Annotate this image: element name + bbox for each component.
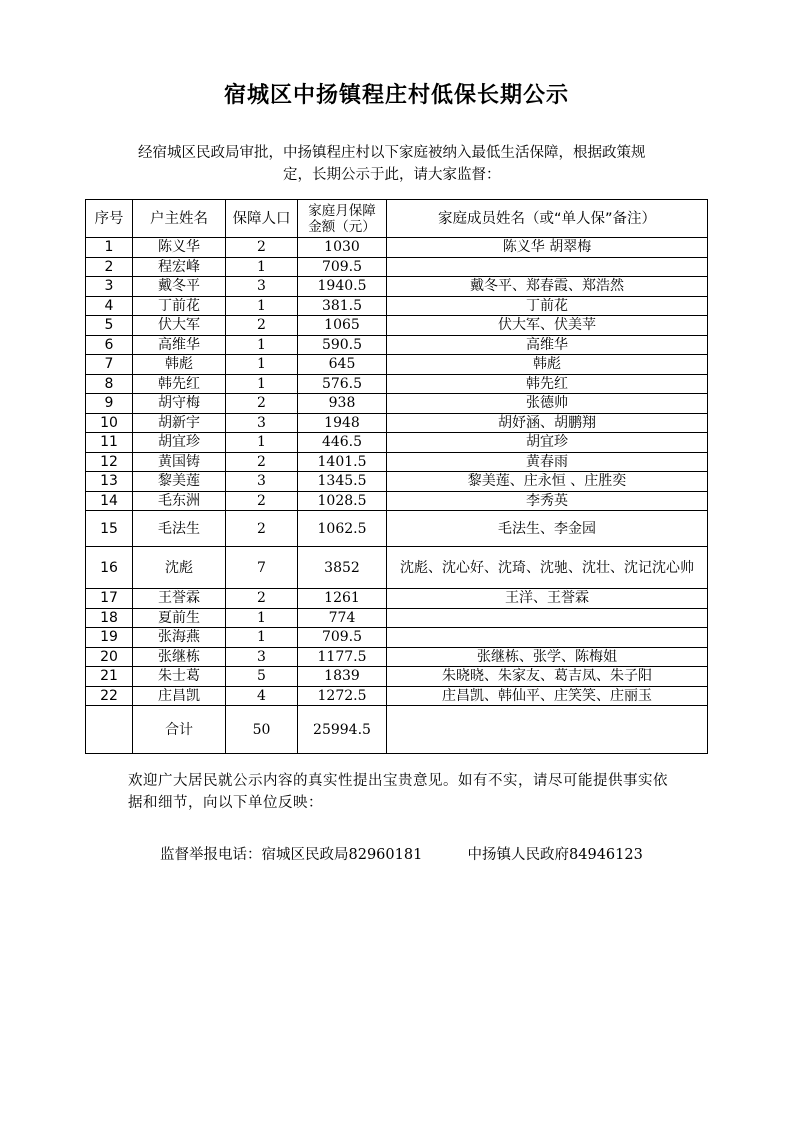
row-members: 朱晓晓、朱家友、葛吉凤、朱子阳 xyxy=(387,667,708,687)
row-head-name: 朱士葛 xyxy=(133,667,226,687)
row-amount: 1345.5 xyxy=(298,472,387,492)
row-head-name: 沈彪 xyxy=(133,547,226,589)
page-title: 宿城区中扬镇程庄村低保长期公示 xyxy=(223,83,569,108)
row-count: 1 xyxy=(226,296,298,316)
header-amount-line-1: 家庭月保障 xyxy=(308,202,376,219)
row-members: 韩先红 xyxy=(387,374,708,394)
row-no: 16 xyxy=(86,547,133,589)
row-no: 12 xyxy=(86,452,133,472)
hotline-town-government: 中扬镇人民政府84946123 xyxy=(467,847,643,863)
header-amount-line-2: 金额（元） xyxy=(308,218,376,235)
table-row xyxy=(86,511,708,547)
row-count: 5 xyxy=(226,667,298,687)
row-amount: 1030 xyxy=(298,238,387,258)
row-head-name: 张继栋 xyxy=(133,647,226,667)
table-row xyxy=(86,452,708,472)
row-count: 1 xyxy=(226,374,298,394)
row-members: 张继栋、张学、陈梅姐 xyxy=(387,647,708,667)
row-no: 10 xyxy=(86,413,133,433)
row-head-name: 丁前花 xyxy=(133,296,226,316)
row-amount: 1261 xyxy=(298,589,387,609)
table-row xyxy=(86,647,708,667)
row-head-name: 伏大军 xyxy=(133,316,226,336)
row-count: 1 xyxy=(226,628,298,648)
table-row xyxy=(86,589,708,609)
row-no: 14 xyxy=(86,491,133,511)
feedback-line-2: 据和细节，向以下单位反映： xyxy=(128,795,323,811)
total-no-cell xyxy=(86,706,133,754)
table-row xyxy=(86,257,708,277)
row-no: 17 xyxy=(86,589,133,609)
row-amount: 1948 xyxy=(298,413,387,433)
row-no: 6 xyxy=(86,335,133,355)
row-members: 高维华 xyxy=(387,335,708,355)
row-count: 7 xyxy=(226,547,298,589)
table-row xyxy=(86,433,708,453)
header-amount xyxy=(298,200,387,238)
table-row xyxy=(86,472,708,492)
row-members: 黄春雨 xyxy=(387,452,708,472)
table-row xyxy=(86,238,708,258)
table-row xyxy=(86,335,708,355)
row-members: 胡宜珍 xyxy=(387,433,708,453)
row-no: 15 xyxy=(86,511,133,547)
row-count: 2 xyxy=(226,452,298,472)
row-count: 4 xyxy=(226,686,298,706)
row-members: 黎美莲、庄永恒 、庄胜奕 xyxy=(387,472,708,492)
row-amount: 1401.5 xyxy=(298,452,387,472)
row-members: 毛法生、李金园 xyxy=(387,511,708,547)
row-no: 13 xyxy=(86,472,133,492)
row-members: 胡妤涵、胡鹏翔 xyxy=(387,413,708,433)
row-amount: 1940.5 xyxy=(298,277,387,297)
row-count: 1 xyxy=(226,433,298,453)
table-row xyxy=(86,667,708,687)
total-members-cell xyxy=(387,706,708,754)
hotline xyxy=(160,843,643,864)
row-head-name: 韩先红 xyxy=(133,374,226,394)
row-count: 3 xyxy=(226,277,298,297)
row-count: 3 xyxy=(226,472,298,492)
row-members: 庄昌凯、韩仙平、庄笑笑、庄丽玉 xyxy=(387,686,708,706)
table-row xyxy=(86,628,708,648)
row-count: 1 xyxy=(226,355,298,375)
row-members: 韩彪 xyxy=(387,355,708,375)
row-no: 3 xyxy=(86,277,133,297)
row-head-name: 程宏峰 xyxy=(133,257,226,277)
row-members: 戴冬平、郑春霞、郑浩然 xyxy=(387,277,708,297)
row-head-name: 戴冬平 xyxy=(133,277,226,297)
row-members xyxy=(387,257,708,277)
total-label: 合计 xyxy=(133,706,226,754)
row-no: 22 xyxy=(86,686,133,706)
row-head-name: 韩彪 xyxy=(133,355,226,375)
row-head-name: 庄昌凯 xyxy=(133,686,226,706)
total-row xyxy=(86,706,708,754)
total-count: 50 xyxy=(226,706,298,754)
row-count: 1 xyxy=(226,608,298,628)
row-members xyxy=(387,628,708,648)
row-members: 张德帅 xyxy=(387,394,708,414)
table-body xyxy=(86,238,708,706)
hotline-civil-affairs: 监督举报电话：宿城区民政局82960181 xyxy=(160,847,423,863)
row-amount: 1177.5 xyxy=(298,647,387,667)
row-amount: 576.5 xyxy=(298,374,387,394)
row-members: 丁前花 xyxy=(387,296,708,316)
row-amount: 1062.5 xyxy=(298,511,387,547)
table-row xyxy=(86,296,708,316)
row-count: 2 xyxy=(226,491,298,511)
table-row xyxy=(86,355,708,375)
row-no: 4 xyxy=(86,296,133,316)
row-amount: 1065 xyxy=(298,316,387,336)
row-amount: 381.5 xyxy=(298,296,387,316)
total-amount: 25994.5 xyxy=(298,706,387,754)
row-count: 1 xyxy=(226,257,298,277)
row-members: 伏大军、伏美苹 xyxy=(387,316,708,336)
row-count: 2 xyxy=(226,511,298,547)
table-row xyxy=(86,608,708,628)
row-count: 3 xyxy=(226,413,298,433)
feedback-line-1: 欢迎广大居民就公示内容的真实性提出宝贵意见。如有不实，请尽可能提供事实依 xyxy=(128,773,668,789)
row-members: 王洋、王誉霖 xyxy=(387,589,708,609)
row-no: 2 xyxy=(86,257,133,277)
row-count: 2 xyxy=(226,589,298,609)
row-amount: 709.5 xyxy=(298,257,387,277)
row-head-name: 胡新宇 xyxy=(133,413,226,433)
header-head-name: 户主姓名 xyxy=(133,200,226,238)
row-amount: 645 xyxy=(298,355,387,375)
row-head-name: 黎美莲 xyxy=(133,472,226,492)
intro-line-2: 定，长期公示于此，请大家监督： xyxy=(283,167,501,183)
row-no: 11 xyxy=(86,433,133,453)
feedback-paragraph xyxy=(128,770,718,814)
subsistence-roster-table xyxy=(85,199,708,754)
row-members: 陈义华 胡翠梅 xyxy=(387,238,708,258)
intro-line-1: 经宿城区民政局审批，中扬镇程庄村以下家庭被纳入最低生活保障，根据政策规 xyxy=(138,145,646,161)
table-row xyxy=(86,413,708,433)
row-members xyxy=(387,608,708,628)
row-no: 7 xyxy=(86,355,133,375)
row-count: 2 xyxy=(226,316,298,336)
row-no: 21 xyxy=(86,667,133,687)
row-amount: 1839 xyxy=(298,667,387,687)
row-no: 9 xyxy=(86,394,133,414)
row-head-name: 毛东洲 xyxy=(133,491,226,511)
row-head-name: 夏前生 xyxy=(133,608,226,628)
row-amount: 1028.5 xyxy=(298,491,387,511)
row-no: 1 xyxy=(86,238,133,258)
row-count: 2 xyxy=(226,394,298,414)
header-count: 保障人口 xyxy=(226,200,298,238)
row-head-name: 高维华 xyxy=(133,335,226,355)
table-header-row xyxy=(86,200,708,238)
row-amount: 1272.5 xyxy=(298,686,387,706)
row-head-name: 陈义华 xyxy=(133,238,226,258)
row-head-name: 胡宜珍 xyxy=(133,433,226,453)
row-amount: 590.5 xyxy=(298,335,387,355)
row-no: 18 xyxy=(86,608,133,628)
intro-paragraph xyxy=(138,142,728,186)
header-members: 家庭成员姓名（或“单人保”备注） xyxy=(387,200,708,238)
row-head-name: 毛法生 xyxy=(133,511,226,547)
row-count: 2 xyxy=(226,238,298,258)
table-row xyxy=(86,394,708,414)
table-row xyxy=(86,686,708,706)
row-head-name: 王誉霖 xyxy=(133,589,226,609)
row-amount: 709.5 xyxy=(298,628,387,648)
table-row xyxy=(86,491,708,511)
row-no: 19 xyxy=(86,628,133,648)
row-amount: 938 xyxy=(298,394,387,414)
row-no: 8 xyxy=(86,374,133,394)
row-count: 1 xyxy=(226,335,298,355)
row-count: 3 xyxy=(226,647,298,667)
row-amount: 774 xyxy=(298,608,387,628)
row-head-name: 黄国铸 xyxy=(133,452,226,472)
row-head-name: 张海燕 xyxy=(133,628,226,648)
row-amount: 3852 xyxy=(298,547,387,589)
row-no: 20 xyxy=(86,647,133,667)
table-row xyxy=(86,374,708,394)
row-members: 李秀英 xyxy=(387,491,708,511)
table-row xyxy=(86,547,708,589)
table-row xyxy=(86,316,708,336)
header-no: 序号 xyxy=(86,200,133,238)
row-members: 沈彪、沈心好、沈琦、沈驰、沈壮、沈记沈心帅 xyxy=(387,547,708,589)
table-row xyxy=(86,277,708,297)
row-amount: 446.5 xyxy=(298,433,387,453)
row-no: 5 xyxy=(86,316,133,336)
row-head-name: 胡守梅 xyxy=(133,394,226,414)
